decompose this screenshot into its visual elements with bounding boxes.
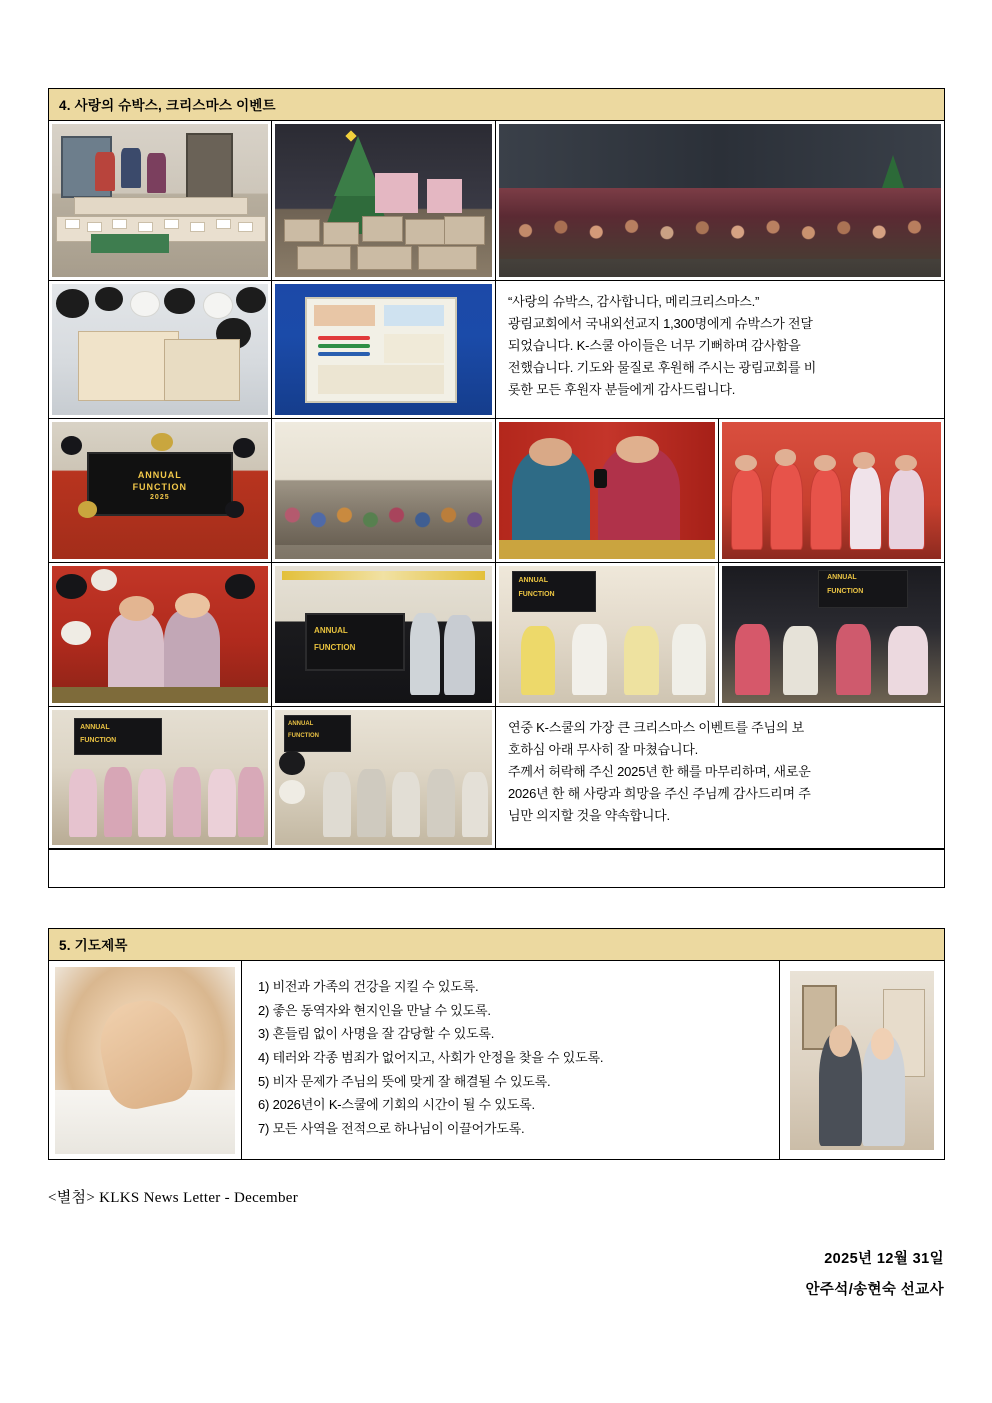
text-line: 롯한 모든 후원자 분들에게 감사드립니다. — [508, 382, 736, 398]
text-line: 전했습니다. 기도와 물질로 후원해 주시는 광림교회를 비 — [508, 360, 817, 376]
singer-with-microphone-photo — [499, 422, 715, 559]
list-item: 2) 좋은 동역자와 현지인을 만날 수 있도록. — [258, 1002, 491, 1018]
audience-hall-photo — [275, 422, 492, 559]
attachment-note: <별첨> KLKS News Letter - December — [48, 1190, 299, 1206]
section-4-container — [48, 88, 945, 888]
text-line: 연중 K-스쿨의 가장 큰 크리스마스 이벤트를 주님의 보 — [508, 720, 805, 735]
banner-annual-text: ANNUAL — [137, 469, 182, 480]
photo-cell-christmas-tree-gift-boxes — [272, 121, 496, 280]
stage-annual-function-banner-photo — [52, 422, 268, 559]
stationery-gift-display-photo — [275, 284, 492, 415]
text-line: 님만 의지할 것을 약속합니다. — [508, 808, 670, 824]
children-red-costume-dance-photo — [722, 422, 941, 559]
photo-row-4 — [49, 563, 944, 707]
section-4-text-block-1 — [496, 281, 944, 418]
prayer-body — [49, 961, 944, 1160]
text-line: 2026년 한 해 사랑과 희망을 주신 주님께 감사드리며 주 — [508, 786, 811, 802]
missionary-couple-photo-cell — [779, 961, 944, 1160]
classroom-gift-tables-photo — [52, 124, 268, 277]
children-yellow-dance-photo: ANNUAL FUNCTION — [499, 566, 715, 703]
stage-decoration-banner-photo: ANNUAL FUNCTION — [275, 566, 492, 703]
text-line: 광림교회에서 국내외선교지 1,300명에게 슈박스가 전달 — [508, 316, 813, 332]
banner-function-text: FUNCTION — [132, 481, 188, 492]
two-girls-hanbok-photo — [52, 566, 268, 703]
photo-cell-classroom-gift-tables — [49, 121, 272, 280]
group-photo-christmas-event-photo — [499, 124, 941, 277]
section-5-heading: 5. 기도제목 — [49, 929, 944, 961]
balloons-gift-box-photo — [52, 284, 268, 415]
photo-text-row-5 — [49, 707, 944, 849]
missionary-couple-photo — [790, 971, 934, 1150]
photo-cell-children-stage-dance — [719, 563, 944, 706]
list-item: 5) 비자 문제가 주님의 뜻에 맞게 잘 해결될 수 있도록. — [258, 1073, 551, 1089]
prayer-items-list — [242, 961, 779, 1160]
list-item: 6) 2026년이 K-스쿨에 기회의 시간이 될 수 있도록. — [258, 1097, 535, 1113]
photo-cell-group-photo-christmas-event — [496, 121, 944, 280]
photo-row-1 — [49, 121, 944, 281]
signature-name: 안주석/송현숙 선교사 — [805, 1282, 944, 1298]
list-item: 3) 흔들림 없이 사명을 잘 감당할 수 있도록. — [258, 1026, 495, 1042]
signature-date: 2025년 12월 31일 — [824, 1251, 944, 1267]
list-item: 7) 모든 사역을 전적으로 하나님이 이끌어가도록. — [258, 1120, 525, 1136]
section-4-heading: 4. 사랑의 슈박스, 크리스마스 이벤트 — [49, 89, 944, 121]
photo-cell-stationery-gift-display — [272, 281, 496, 418]
spacer-cell — [49, 850, 944, 875]
spacer-row — [49, 849, 944, 875]
photo-cell-children-yellow-dance — [496, 563, 719, 706]
photo-cell-audience-hall — [272, 419, 496, 562]
photo-row-3 — [49, 419, 944, 563]
text-line: “사랑의 슈박스, 감사합니다, 메리크리스마스.” — [508, 294, 760, 309]
list-item: 4) 테러와 각종 범죄가 없어지고, 사회가 안정을 찾을 수 있도록. — [258, 1049, 604, 1065]
text-line: 주께서 허락해 주신 2025년 한 해를 마무리하며, 새로운 — [508, 764, 811, 780]
children-stage-dance-photo: ANNUAL FUNCTION — [722, 566, 941, 703]
children-group-dance-photo: ANNUAL FUNCTION — [275, 710, 492, 845]
photo-cell-children-group-dance — [272, 707, 496, 848]
list-item: 1) 비전과 가족의 건강을 지킬 수 있도록. — [258, 979, 479, 994]
section-4-text-block-2 — [496, 707, 944, 848]
christmas-tree-gift-boxes-photo — [275, 124, 492, 277]
photo-text-row-2 — [49, 281, 944, 419]
section-5-container — [48, 928, 945, 1160]
banner-year-text: 2025 — [150, 493, 170, 501]
photo-cell-children-red-costume-dance — [719, 419, 944, 562]
photo-cell-singer-with-microphone — [496, 419, 719, 562]
photo-cell-stage-annual-function-banner — [49, 419, 272, 562]
text-line: 되었습니다. K-스쿨 아이들은 너무 기뻐하며 감사함을 — [508, 338, 801, 354]
photo-cell-two-girls-hanbok — [49, 563, 272, 706]
praying-hands-photo-cell — [49, 961, 242, 1160]
text-line: 호하심 아래 무사히 잘 마쳤습니다. — [508, 742, 699, 758]
children-line-performance-photo: ANNUAL FUNCTION — [52, 710, 268, 845]
praying-hands-photo — [55, 967, 235, 1154]
photo-cell-children-line-performance — [49, 707, 272, 848]
photo-cell-balloons-gift-box — [49, 281, 272, 418]
photo-cell-stage-decoration-banner — [272, 563, 496, 706]
